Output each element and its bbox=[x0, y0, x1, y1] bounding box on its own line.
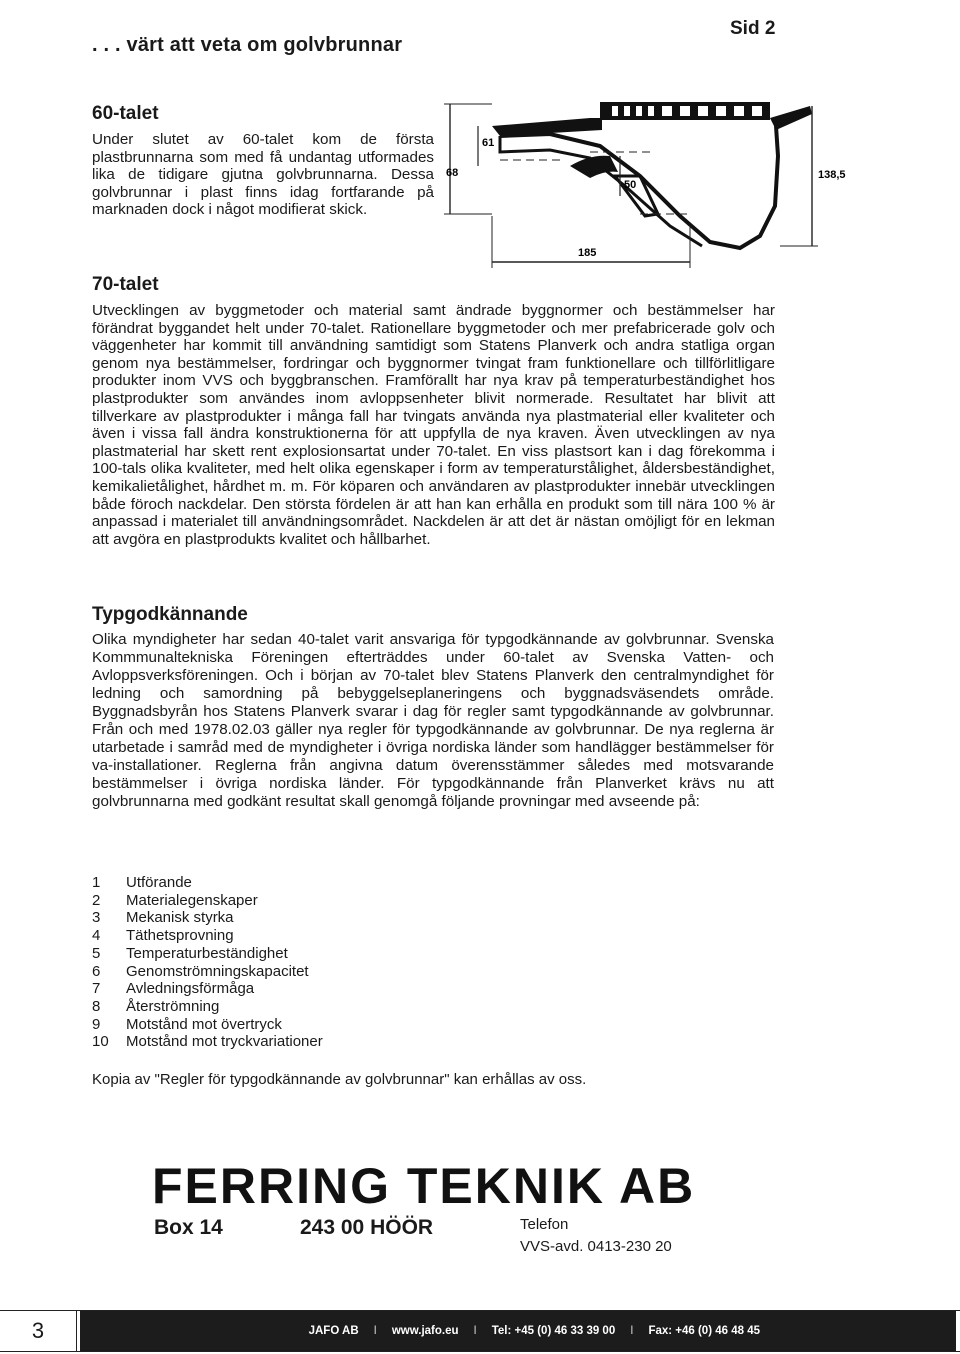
section-text-60: Under slutet av 60-talet kom de första plastbrunnarna som med få undantag utformades lika de tidigare gjutna golvbrunnarna. Dessa golvbrunnar i plast finns idag fortfarande på marknaden dock i något modifierat skick. bbox=[92, 131, 434, 219]
section-heading-70: 70-talet bbox=[92, 274, 159, 295]
company-box: Box 14 bbox=[154, 1216, 223, 1239]
dim-label-68: 68 bbox=[446, 167, 459, 179]
list-item: 2 Materialegenskaper bbox=[92, 891, 258, 909]
section-heading-60: 60-talet bbox=[92, 103, 159, 124]
section-text-typgodkannande: Olika myndigheter har sedan 40-talet varit ansvariga för typgodkännande av golvbrunnar. Svenska Kommmunaltekniska Föreningen efterträddes under 60-talet av Svenska Vatten- och Avloppsverksföreningen. Och i början av 70-talet blev Statens Planverk den centralmyndighet för ledning och samordning på bebyggelseplaneringens och byggnadsväsendets område. Byggnadsbyrån hos Statens Planverk svarar i dag för regler samt typgodkännande av golvbrunnar. Från och med 1978.02.03 gäller nya regler för typgodkännande av golvbrunnar. De nya reglerna är utarbetade i samråd med de myndigheter i övriga nordiska länder som handlägger bestämmelser för va-installationer. Reglerna från angivna datum överensstämmer således med motsvarande bestämmelser i övriga nordiska länder. För typgodkännande från Planverket krävs nu att golvbrunnarna med godkänt resultat skall genomgå följande provningar med avseende på: bbox=[92, 631, 774, 810]
list-item: 3 Mekanisk styrka bbox=[92, 909, 234, 927]
page-reference: Sid 2 bbox=[730, 18, 776, 39]
footer-page-number: 3 bbox=[0, 1311, 77, 1351]
list-item: 6 Genomströmningskapacitet bbox=[92, 962, 309, 980]
footer-separator: I bbox=[373, 1325, 377, 1337]
list-item: 5 Temperaturbeständighet bbox=[92, 944, 288, 962]
page-footer bbox=[0, 1310, 960, 1352]
dim-label-185: 185 bbox=[578, 247, 597, 259]
dim-label-138-5: 138,5 bbox=[818, 169, 846, 181]
document-title: . . . värt att veta om golvbrunnar bbox=[92, 34, 403, 56]
section-heading-typgodkannande: Typgodkännande bbox=[92, 604, 248, 625]
footer-bar bbox=[80, 1311, 956, 1351]
dim-label-50: 50 bbox=[624, 179, 637, 191]
company-phone: VVS-avd. 0413-230 20 bbox=[520, 1238, 672, 1255]
footer-fax: Fax: +46 (0) 46 48 45 bbox=[648, 1325, 760, 1337]
company-phone-label: Telefon bbox=[520, 1216, 569, 1233]
list-item: 7 Avledningsförmåga bbox=[92, 980, 255, 998]
footer-phone: Tel: +45 (0) 46 33 39 00 bbox=[491, 1325, 616, 1337]
list-item: 1 Utförande bbox=[92, 874, 192, 891]
company-zip: 243 00 HÖÖR bbox=[300, 1216, 434, 1239]
footer-separator: I bbox=[630, 1325, 634, 1337]
test-list bbox=[92, 874, 492, 1051]
company-stamp bbox=[150, 1158, 725, 1260]
copy-note: Kopia av "Regler för typgodkännande av golvbrunnar" kan erhållas av oss. bbox=[92, 1071, 587, 1088]
list-item: 8 Återströmning bbox=[92, 997, 220, 1015]
footer-web-link[interactable]: www.jafo.eu bbox=[391, 1325, 459, 1337]
floor-drain-diagram bbox=[440, 96, 860, 274]
list-item: 4 Täthetsprovning bbox=[92, 927, 234, 945]
list-item: 10 Motstånd mot tryckvariationer bbox=[92, 1033, 323, 1051]
footer-company: JAFO AB bbox=[308, 1325, 359, 1337]
company-name: FERRING TEKNIK AB bbox=[152, 1158, 696, 1214]
section-text-70: Utvecklingen av byggmetoder och material samt ändrade byggnormer och bestämmelser har förändrat byggandet helt under 70-talet. Rationellare byggmetoder och mer prefabricerade golv och väggenheter har kommit till användning samtidigt som Statens Planverk och andra statliga organ genom nya bestämmelser, fordringar och byggnormer tvingat fram funktionellare och tillförlitligare produkter inom VVS och byggbranschen. Framförallt har nya krav på temperaturbeständighet hos plastprodukter som användes inom avloppsenheter blivit normerade. Resultatet har blivit att tillverkare av plastprodukter i många fall har tvingats använda nya plastmaterial eller kvaliteter och även i vissa fall ändra konstruktionerna för att uppfylla de nya kraven. Även utvecklingen av nya plastmaterial har skett rent explosionsartat under 70-talet. En viss plastsort kan i dag förekomma i 100-tals olika kvaliteter, med helt olika egenskaper i form av temperaturstålighet, åldersbeständighet, kemikalietålighet, hårdhet m. m. För köparen och användaren av plastprodukter innebär utvecklingen både föroch nackdelar. Den största fördelen är att han kan erhålla en produkt som till nära 100 % är anpassad i materialet till användningsområdet. Nackdelen är att det är nästan omöjligt för en lekman att avgöra en plastprodukts kvalitet och hållbarhet. bbox=[92, 302, 775, 548]
list-item: 9 Motstånd mot övertryck bbox=[92, 1015, 282, 1033]
dim-label-61: 61 bbox=[482, 137, 495, 149]
footer-separator: I bbox=[473, 1325, 477, 1337]
